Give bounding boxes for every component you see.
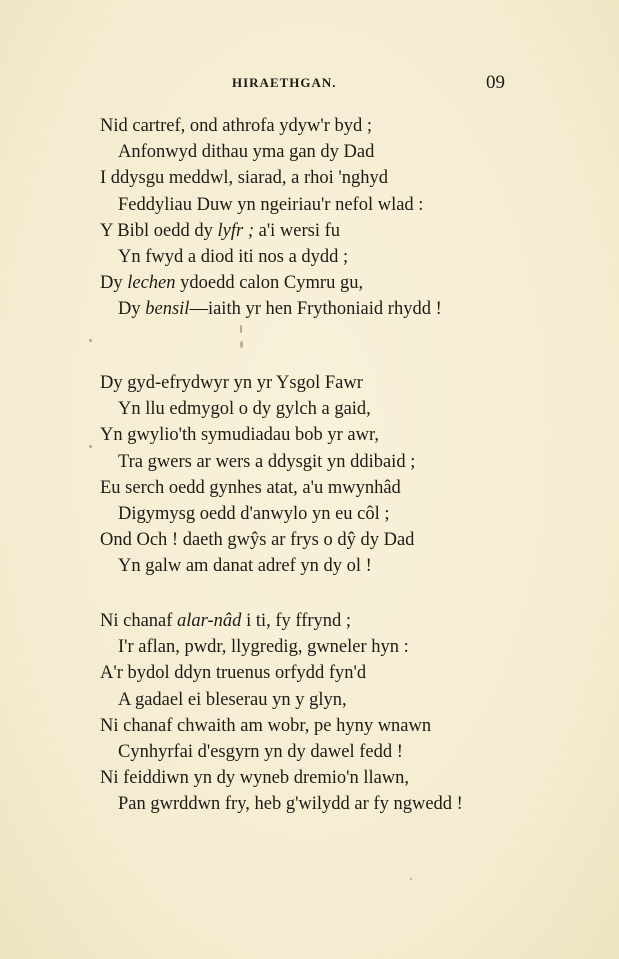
poem-line <box>100 169 388 188</box>
line-text: Y Bibl oedd dy <box>100 220 218 241</box>
line-text: I ddysgu meddwl, siarad, a rhoi 'nghyd <box>100 168 388 189</box>
paper-speck <box>240 325 242 333</box>
poem-line <box>118 795 463 814</box>
page-number: 09 <box>486 72 505 93</box>
line-text: Yn galw am danat adref yn dy ol ! <box>118 556 372 577</box>
running-title: HIRAETHGAN. <box>232 75 337 90</box>
paper-speck <box>410 878 412 880</box>
line-text: Ni chanaf chwaith am wobr, pe hyny wnawn <box>100 715 432 736</box>
line-text: Yn gwylio'th symudiadau bob yr awr, <box>100 425 380 446</box>
line-text: Cynhyrfai d'esgyrn yn dy dawel fedd ! <box>118 742 403 762</box>
italic-word: bensil <box>145 299 190 320</box>
line-text: Nid cartref, ond athrofa ydyw'r byd ; <box>100 116 373 136</box>
italic-word: lyfr ; <box>217 220 254 241</box>
poem-line <box>100 717 431 736</box>
line-text: —iaith yr hen Frythoniaid rhydd ! <box>189 299 442 320</box>
poem-line <box>100 117 372 136</box>
italic-word: alar-nâd <box>177 611 242 631</box>
poem-line <box>118 453 415 472</box>
paper-speck <box>89 339 92 342</box>
line-text: Dy gyd-efrydwyr yn yr Ysgol Fawr <box>100 373 363 393</box>
poem-line <box>118 557 372 576</box>
line-text: Feddyliau Duw yn ngeiriau'r nefol wlad : <box>118 194 424 215</box>
poem-line <box>118 300 442 319</box>
poem-line <box>100 479 401 498</box>
paper-speck <box>240 341 243 348</box>
line-text: Ni chanaf <box>100 611 178 631</box>
poem-line <box>100 222 340 241</box>
poem-line <box>100 769 409 788</box>
poem-line <box>118 248 348 267</box>
poem-line <box>118 400 371 419</box>
poem-line <box>118 743 403 762</box>
line-text: ydoedd calon Cymru gu, <box>175 273 364 294</box>
line-text: Dy <box>118 299 146 320</box>
line-text: Ond Och ! daeth gwŷs ar frys o dŷ dy Dad <box>100 530 415 551</box>
paper-speck <box>89 445 92 448</box>
line-text: A gadael ei bleserau yn y glyn, <box>118 689 347 710</box>
line-text: Tra gwers ar wers a ddysgit yn ddibaid ; <box>118 451 416 472</box>
line-text: Digymysg oedd d'anwylo yn eu côl ; <box>118 504 390 524</box>
poem-line <box>100 664 366 683</box>
line-text: A'r bydol ddyn truenus orfydd fyn'd <box>100 663 367 684</box>
line-text: a'i wersi fu <box>254 220 341 241</box>
poem-line <box>100 426 379 445</box>
poem-line <box>100 612 351 631</box>
italic-word: lechen <box>127 273 176 294</box>
poem-line <box>100 274 363 293</box>
line-text: i ti, fy ffrynd ; <box>241 611 352 631</box>
poem-line <box>100 374 363 393</box>
line-text: Yn llu edmygol o dy gylch a gaid, <box>118 399 371 420</box>
poem-line <box>118 143 374 162</box>
line-text: Eu serch oedd gynhes atat, a'u mwynhâd <box>100 477 401 498</box>
poem-line <box>118 505 390 524</box>
line-text: I'r aflan, pwdr, llygredig, gwneler hyn : <box>118 637 409 658</box>
line-text: Ni feiddiwn yn dy wyneb dremio'n llawn, <box>100 768 410 789</box>
poem-line <box>118 196 423 215</box>
line-text: Yn fwyd a diod iti nos a dydd ; <box>118 247 349 267</box>
poem-line <box>100 531 414 550</box>
line-text: Anfonwyd dithau yma gan dy Dad <box>118 142 375 163</box>
poem-line <box>118 638 409 657</box>
line-text: Dy <box>100 273 128 294</box>
poem-line <box>118 691 347 710</box>
line-text: Pan gwrddwn fry, heb g'wilydd ar fy ngwedd ! <box>118 794 463 815</box>
